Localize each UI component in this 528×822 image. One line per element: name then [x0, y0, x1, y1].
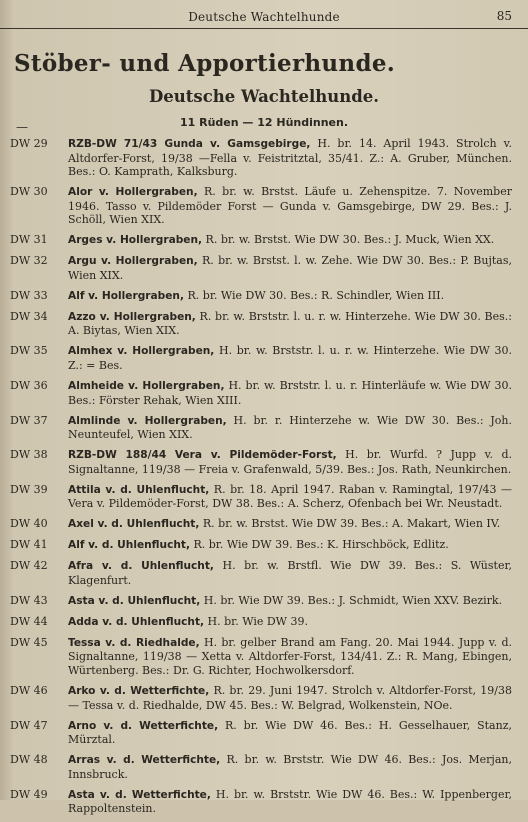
list-item [0, 517, 528, 532]
list-item [0, 719, 528, 747]
entry-id: DW 29 [10, 137, 48, 150]
entry-name: Arges v. Hollergraben, [68, 234, 203, 247]
entry-name: Asta v. d. Wetterfichte, [68, 788, 211, 801]
list-item [0, 636, 528, 678]
entry-text: H. br. w. Brststr. Wie DW 46. Bes.: W. Ippenberger, Rappoltenstein. [68, 787, 513, 816]
entry-id: DW 40 [10, 517, 48, 531]
entry-list [0, 137, 528, 822]
entry-text: H. br. 14. April 1943. Strolch v. Altdorfer-Forst, 19/38 —Fella v. Feistritztal, 35/41. Z.: A. Gruber, München. Bes.: O. Kamprath, Kalksburg. [68, 137, 512, 179]
entry-id: DW 39 [10, 482, 48, 496]
entry-id: DW 34 [10, 309, 48, 323]
entry-text: R. br. w. Brstst. Wie DW 39. Bes.: A. Makart, Wien IV. [199, 517, 501, 531]
entry-text: R. br. w. Brststr. l. u. r. w. Hinterzehe. Wie DW 30. Bes.: A. Biytas, Wien XIX. [68, 309, 512, 338]
list-item [0, 344, 528, 372]
entry-name: Tessa v. d. Riedhalde, [68, 636, 200, 649]
list-item [0, 594, 528, 609]
entry-id: DW 35 [10, 344, 48, 358]
list-item [0, 753, 528, 781]
list-item [0, 254, 528, 282]
entry-text: R. br. Wie DW 39. Bes.: K. Hirschböck, Edlitz. [189, 538, 449, 552]
entry-text: R. br. 18. April 1947. Raban v. Ramingtal, 197/43 — Vera v. Pildemöder-Forst, DW 38. Bes.: A. Scherz, Ofenbach bei Wr. Neustadt. [68, 482, 512, 511]
entry-name: Almheide v. Hollergraben, [68, 380, 225, 393]
entry-id: DW 41 [10, 538, 48, 552]
list-item [0, 615, 528, 630]
entry-name: Asta v. d. Uhlenflucht, [68, 594, 201, 607]
entry-text: R. br. Wie DW 30. Bes.: R. Schindler, Wien III. [184, 288, 445, 302]
entry-name: Alor v. Hollergraben, [68, 186, 198, 199]
entry-name: Arno v. d. Wetterfichte, [68, 719, 219, 732]
entry-text: R. br. w. Brststr. Wie DW 46. Bes.: Jos. Merjan, Innsbruck. [68, 753, 512, 781]
list-item [0, 185, 528, 227]
entry-name: Arko v. d. Wetterfichte, [68, 685, 210, 698]
list-item [0, 788, 528, 816]
breed-heading: Deutsche Wachtelhunde. [149, 87, 379, 106]
entry-text: H. br. w. Brststr. l. u. r. w. Hinterzehe. Wie DW 30. Z.: = Bes. [68, 344, 512, 373]
entry-name: Axel v. d. Uhlenflucht, [68, 518, 200, 531]
entry-text: R. br. w. Brstst. Läufe u. Zehenspitze. 7. November 1946. Tasso v. Pildemöder Forst — Gunda v. Gamsgebirge, DW 29. Bes.: J. Schöll, Wien XIX. [68, 185, 512, 227]
entry-id: DW 37 [10, 413, 48, 427]
running-title: Deutsche Wachtelhunde [188, 10, 340, 24]
list-item [0, 483, 528, 511]
entry-id: DW 46 [10, 684, 48, 698]
entry-name: RZB-DW 71/43 Gunda v. Gamsgebirge, [68, 138, 311, 150]
list-item [0, 379, 528, 407]
entry-text: R. br. Wie DW 46. Bes.: H. Gesselhauer, Stanz, Mürztal. [68, 718, 512, 747]
entry-name: Afra v. d. Uhlenflucht, [68, 560, 214, 573]
entry-id: DW 38 [10, 448, 48, 462]
list-item [0, 414, 528, 442]
entry-text: H. br. w. Brststr. l. u. r. Hinterläufe w. Wie DW 30. Bes.: Förster Rehak, Wien XIII. [68, 379, 512, 407]
entry-text: H. br. r. Hinterzehe w. Wie DW 30. Bes.: Joh. Neunteufel, Wien XIX. [68, 413, 512, 442]
entry-id: DW 49 [10, 787, 48, 801]
entry-id: DW 36 [10, 379, 48, 393]
entry-name: Arras v. d. Wetterfichte, [68, 754, 221, 767]
entry-text: H. br. gelber Brand am Fang. 20. Mai 1944. Jupp v. d. Signaltanne, 119/38 — Xetta v. Altdorfer-Forst, 134/41. Z.: R. Mang, Ebingen, Würtenberg. Bes.: Dr. G. Richter, Hochwolkersdorf. [68, 635, 512, 678]
list-item [0, 289, 528, 304]
entry-name: Argu v. Hollergraben, [68, 255, 198, 268]
counts-line: 11 Rüden — 12 Hündinnen. [179, 116, 349, 129]
entry-text: H. br. w. Brstfl. Wie DW 39. Bes.: S. Wüster, Klagenfurt. [68, 559, 512, 587]
entry-name: Almlinde v. Hollergraben, [68, 414, 227, 427]
list-item [0, 538, 528, 553]
entry-name: Alf v. Hollergraben, [68, 289, 184, 302]
entry-text: R. br. w. Brstst. l. w. Zehe. Wie DW 30. Bes.: P. Bujtas, Wien XIX. [68, 254, 512, 282]
entry-id: DW 47 [10, 718, 48, 732]
entry-text: H. br. Wie DW 39. Bes.: J. Schmidt, Wien XXV. Bezirk. [200, 593, 503, 607]
list-item [0, 559, 528, 587]
page-number: 85 [496, 9, 512, 23]
list-item [0, 137, 528, 179]
entry-id: DW 30 [10, 185, 48, 199]
entry-text: R. br. 29. Juni 1947. Strolch v. Altdorfer-Forst, 19/38 — Tessa v. d. Riedhalde, DW 45. Bes.: W. Belgrad, Wolkenstein, NOe. [68, 684, 512, 712]
list-item [0, 448, 528, 476]
entry-id: DW 44 [10, 614, 48, 628]
dash-marker: — [16, 120, 28, 134]
entry-name: Azzo v. Hollergraben, [68, 310, 196, 323]
entry-id: DW 42 [10, 559, 48, 573]
entry-text: H. br. Wie DW 39. [204, 614, 308, 628]
entry-name: Alf v. d. Uhlenflucht, [68, 539, 190, 552]
entry-name: Attila v. d. Uhlenflucht, [68, 483, 210, 496]
entry-text: H. br. Wurfd. ? Jupp v. d. Signaltanne, 119/38 — Freia v. Grafenwald, 5/39. Bes.: Jos. Rath, Neunkirchen. [68, 448, 513, 476]
entry-id: DW 33 [10, 288, 48, 302]
entry-id: DW 43 [10, 593, 48, 607]
entry-id: DW 45 [10, 635, 48, 649]
running-header [0, 6, 528, 29]
entry-id: DW 48 [10, 753, 48, 767]
entry-text: R. br. w. Brstst. Wie DW 30. Bes.: J. Muck, Wien XX. [202, 233, 495, 247]
list-item [0, 310, 528, 338]
entry-id: DW 31 [10, 233, 48, 247]
entry-name: Almhex v. Hollergraben, [68, 345, 215, 358]
entry-name: RZB-DW 188/44 Vera v. Pildemöder-Forst, [68, 449, 337, 462]
entry-name: Adda v. d. Uhlenflucht, [68, 615, 205, 628]
entry-id: DW 32 [10, 254, 48, 268]
section-heading: Stöber- und Apportierhunde. [14, 50, 396, 77]
list-item [0, 233, 528, 248]
list-item [0, 684, 528, 712]
